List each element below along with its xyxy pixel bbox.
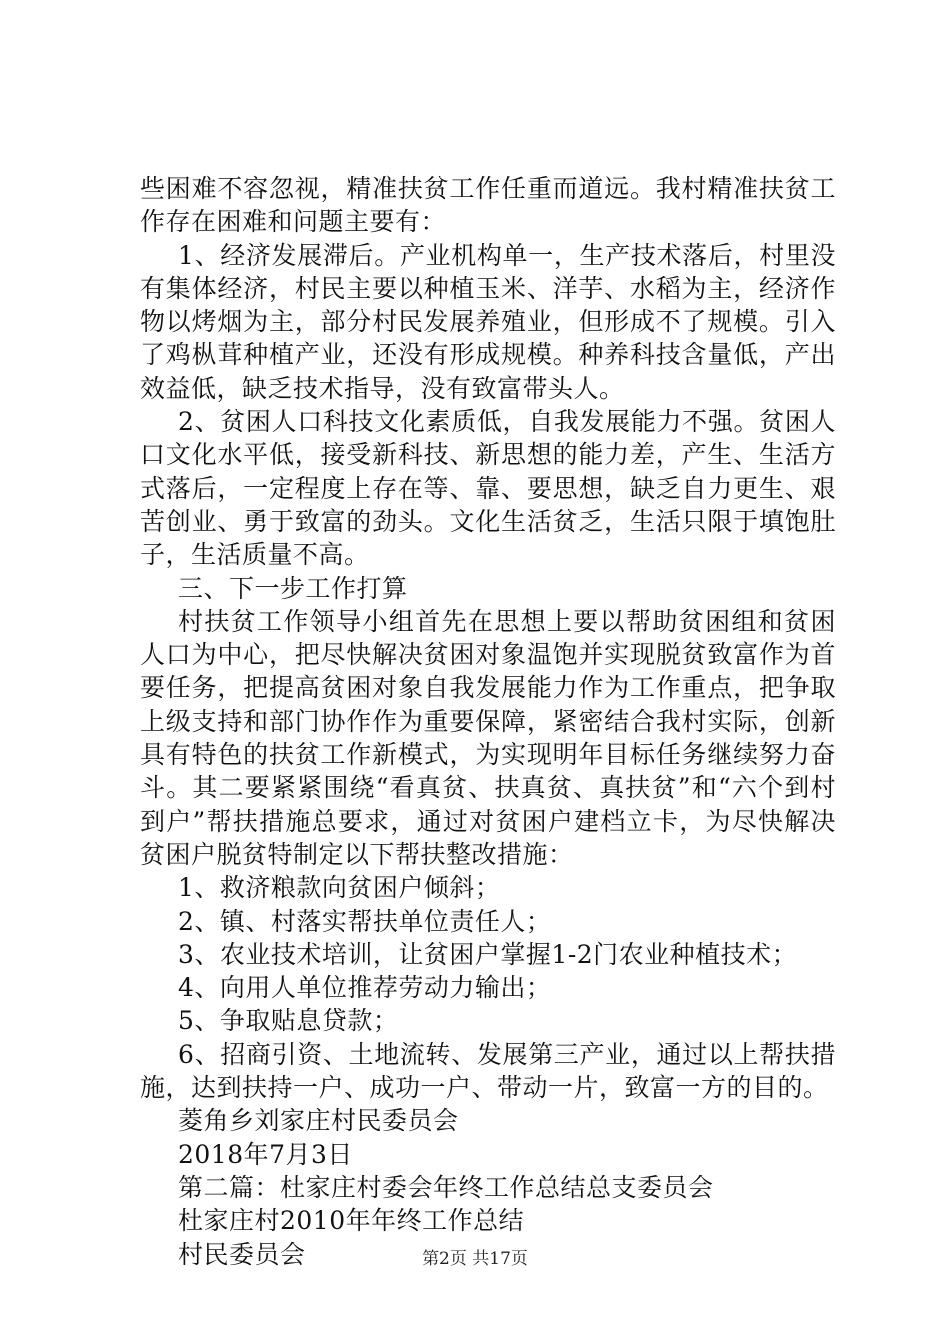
paragraph-continuation: 些困难不容忽视，精准扶贫工作任重而道远。我村精准扶贫工作存在困难和问题主要有： <box>140 174 836 237</box>
signature-date: 2018年7月3日 <box>178 1139 353 1169</box>
list-item-1: 1、救济粮款向贫困户倾斜； <box>178 873 501 903</box>
signature-organization: 菱角乡刘家庄村民委员会 <box>178 1106 459 1136</box>
document-body <box>140 172 836 1271</box>
list-item-4: 4、向用人单位推荐劳动力输出； <box>178 973 552 1003</box>
list-item-3: 3、农业技术培训，让贫困户掌握1-2门农业种植技术； <box>178 939 798 969</box>
list-item-2: 2、镇、村落实帮扶单位责任人； <box>178 906 552 936</box>
paragraph-item-2: 2、贫困人口科技文化素质低，自我发展能力不强。贫困人口文化水平低，接受新科技、新思想的能力差，产生、生活方式落后，一定程度上存在等、靠、要思想，缺乏自力更生、艰苦创业、勇于致富的劲头。文化生活贫乏，生活只限于填饱肚子，生活质量不高。 <box>140 407 836 570</box>
chapter-title: 第二篇：杜家庄村委会年终工作总结总支委员会 <box>178 1172 714 1202</box>
list-item-5: 5、争取贴息贷款； <box>178 1006 399 1036</box>
report-author: 村民委员会 <box>178 1239 306 1269</box>
report-title: 杜家庄村2010年年终工作总结 <box>178 1206 525 1236</box>
section-heading-3: 三、下一步工作打算 <box>178 573 408 603</box>
page-number: 第2页 共17页 <box>422 1249 528 1269</box>
paragraph-plan: 村扶贫工作领导小组首先在思想上要以帮助贫困组和贫困人口为中心，把尽快解决贫困对象温饱并实现脱贫致富作为首要任务，把提高贫困对象自我发展能力作为工作重点，把争取上级支持和部门协作作为重要保障，紧密结合我村实际，创新具有特色的扶贫工作新模式，为实现明年目标任务继续努力奋斗。其二要紧紧围绕“看真贫、扶真贫、真扶贫”和“六个到村到户”帮扶措施总要求，通过对贫困户建档立卡，为尽快解决贫困户脱贫特制定以下帮扶整改措施： <box>140 606 836 869</box>
paragraph-item-1: 1、经济发展滞后。产业机构单一，生产技术落后，村里没有集体经济，村民主要以种植玉米、洋芋、水稻为主，经济作物以烤烟为主，部分村民发展养殖业，但形成不了规模。引入了鸡枞茸种植产业，还没有形成规模。种养科技含量低，产出效益低，缺乏技术指导，没有致富带头人。 <box>140 240 836 403</box>
list-item-6: 6、招商引资、土地流转、发展第三产业，通过以上帮扶措施，达到扶持一户、成功一户、带动一片，致富一方的目的。 <box>140 1039 836 1103</box>
